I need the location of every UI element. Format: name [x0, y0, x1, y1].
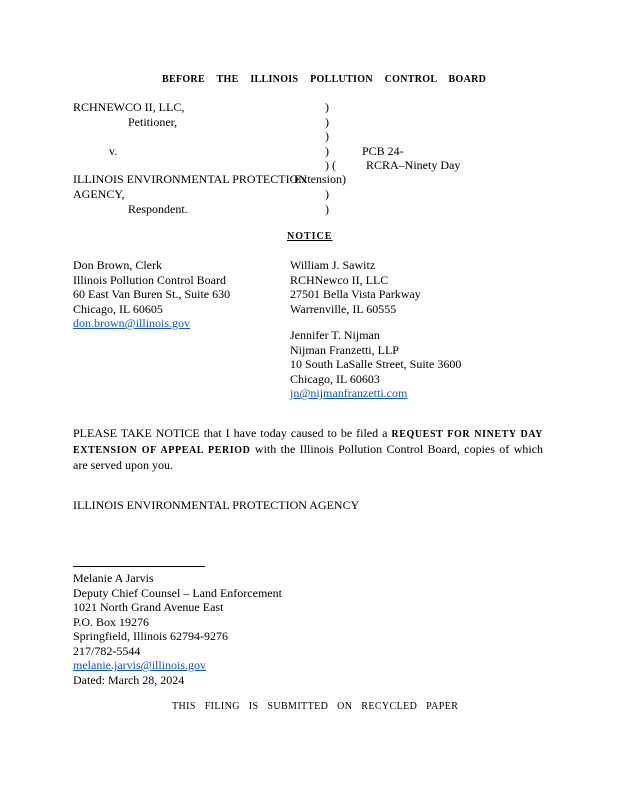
recipient-address: Chicago, IL 60603: [290, 371, 380, 386]
versus-label: v.: [109, 144, 118, 158]
petitioner-name: RCHNEWCO II, LLC,: [73, 100, 185, 114]
respondent-role: Respondent.: [128, 202, 188, 216]
recipient-address: 60 East Van Buren St., Suite 630: [73, 287, 231, 301]
recipient-email-link[interactable]: jn@nijmanfranzetti.com: [290, 386, 408, 400]
recipient-org: Illinois Pollution Control Board: [73, 272, 227, 287]
notice-title: NOTICE: [287, 231, 333, 242]
signature-line: [73, 566, 205, 567]
recycled-paper-footer: THIS FILING IS SUBMITTED ON RECYCLED PAPER: [172, 701, 459, 712]
caption-paren: ): [325, 129, 329, 143]
signer-phone: 217/782-5544: [73, 643, 141, 658]
document-header: BEFORE THE ILLINOIS POLLUTION CONTROL BOARD: [162, 74, 487, 85]
recipient-name: Jennifer T. Nijman: [290, 328, 380, 342]
recipient-email-link[interactable]: don.brown@illinois.gov: [73, 316, 191, 330]
signer-title: Deputy Chief Counsel – Land Enforcement: [73, 585, 282, 600]
notice-paragraph: [73, 426, 543, 473]
agency-name: ILLINOIS ENVIRONMENTAL PROTECTION AGENCY: [73, 498, 360, 512]
signer-address: 1021 North Grand Avenue East: [73, 600, 224, 614]
notice-intro: PLEASE TAKE NOTICE that I have today caused to be filed a: [73, 426, 388, 440]
caption-paren: ): [325, 187, 329, 201]
caption-paren: ) (: [325, 158, 336, 172]
signature-date: Dated: March 28, 2024: [73, 672, 185, 687]
case-type-cont: Extension): [294, 172, 346, 186]
recipient-address: Warrenville, IL 60555: [290, 301, 397, 316]
recipient-left: [73, 258, 230, 331]
caption-paren: ): [325, 202, 329, 216]
recipient-right-2: [290, 328, 461, 401]
recipient-address: 27501 Bella Vista Parkway: [290, 287, 421, 301]
signer-name: Melanie A Jarvis: [73, 571, 154, 585]
signer-email-link[interactable]: melanie.jarvis@illinois.gov: [73, 658, 207, 672]
recipient-right-1: [290, 258, 421, 316]
recipient-address: Chicago, IL 60605: [73, 301, 163, 316]
signer-address: P.O. Box 19276: [73, 614, 150, 629]
recipient-org: Nijman Franzetti, LLP: [290, 342, 399, 357]
petitioner-role: Petitioner,: [128, 115, 178, 129]
caption-paren: ): [325, 115, 329, 129]
caption-paren: ): [325, 144, 329, 158]
recipient-address: 10 South LaSalle Street, Suite 3600: [290, 357, 462, 371]
respondent-name: ILLINOIS ENVIRONMENTAL PROTECTION: [73, 172, 307, 186]
recipient-org: RCHNewco II, LLC: [290, 272, 389, 287]
recipient-name: Don Brown, Clerk: [73, 258, 162, 272]
signer-address: Springfield, Illinois 62794-9276: [73, 629, 228, 643]
filed-document-title: REQUEST FOR NINETY DAY EXTENSION OF APPEAL PERIOD: [73, 429, 543, 456]
recipient-name: William J. Sawitz: [290, 258, 376, 272]
case-number: PCB 24-: [362, 144, 404, 158]
notice-rest: with the Illinois Pollution Control Board, copies of which are served upon you.: [73, 442, 544, 472]
caption-paren: ): [325, 100, 329, 114]
signature-block: [73, 571, 282, 687]
respondent-name-cont: AGENCY,: [73, 187, 125, 201]
case-type: RCRA–Ninety Day: [366, 158, 461, 172]
